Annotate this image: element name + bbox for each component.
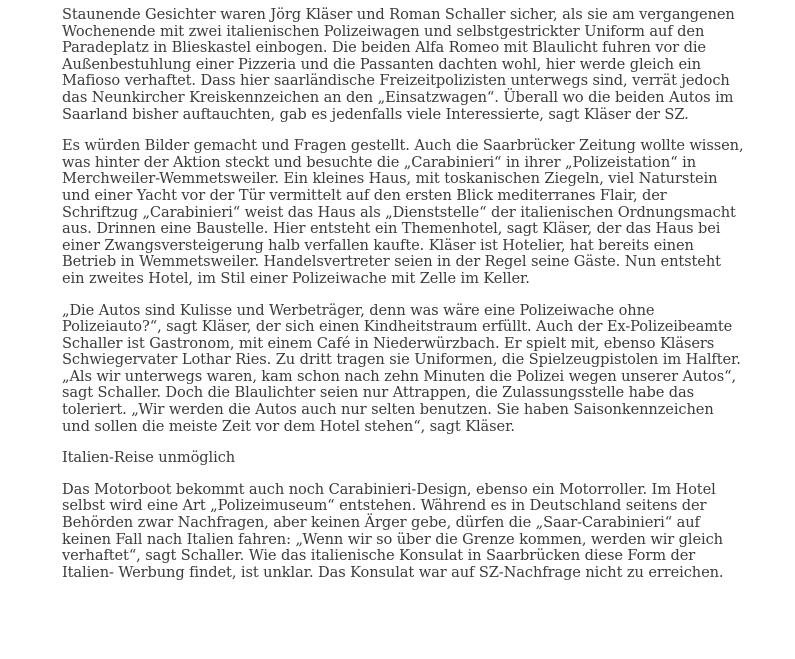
news-article xyxy=(62,7,744,596)
article-paragraph-3: „Die Autos sind Kulisse und Werbeträger, denn was wäre eine Polizeiwache ohne Polizeiauto?“, sagt Kläser, der sich einen Kindheitstraum erfüllt. Auch der Ex-Polizeibeamte Schaller ist Gastronom, mit einem Café in Niederwürzbach. Er spielt mit, ebenso Kläsers Schwiegervater Lothar Ries. Zu dritt tragen sie Uniformen, die Spielzeugpistolen im Halfter. „Als wir unterwegs waren, kam schon nach zehn Minuten die Polizei wegen unserer Autos“, sagt Schaller. Doch die Blaulichter seien nur Attrappen, die Zulassungsstelle habe das toleriert. „Wir werden die Autos auch nur selten benutzen. Sie haben Saisonkennzeichen und sollen die meiste Zeit vor dem Hotel stehen“, sagt Kläser. xyxy=(62,301,741,435)
article-paragraph-4: Das Motorboot bekommt auch noch Carabinieri-Design, ebenso ein Motorroller. Im Hotel selbst wird eine Art „Polizeimuseum“ entstehen. Während es in Deutschland seitens der Behörden zwar Nachfragen, aber keinen Ärger gebe, dürfen die „Saar-Carabinieri“ auf keinen Fall nach Italien fahren: „Wenn wir so über die Grenze kommen, werden wir gleich verhaftet“, sagt Schaller. Wie das italienische Konsulat in Saarbrücken diese Form der Italien- Werbung findet, ist unklar. Das Konsulat war auf SZ-Nachfrage nicht zu erreichen. xyxy=(62,480,724,581)
section-heading: Italien-Reise unmöglich xyxy=(62,449,236,467)
article-paragraph-2: Es würden Bilder gemacht und Fragen gestellt. Auch die Saarbrücker Zeitung wollte wissen, was hinter der Aktion steckt und besuchte die „Carabinieri“ in ihrer „Polizeistation“ in Merchweiler-Wemmetsweiler. Ein kleines Haus, mit toskanischen Ziegeln, viel Naturstein und einer Yacht vor der Tür vermittelt auf den ersten Blick mediterranes Flair, der Schriftzug „Carabinieri“ weist das Haus als „Dienststelle“ der italienischen Ordnungsmacht aus. Drinnen eine Baustelle. Hier entsteht ein Themenhotel, sagt Kläser, der das Haus bei einer Zwangsversteigerung halb verfallen kaufte. Kläser ist Hotelier, hat bereits einen Betrieb in Wemmetsweiler. Handelsvertreter seien in der Regel seine Gäste. Nun entsteht ein zweites Hotel, im Stil einer Polizeiwache mit Zelle im Keller. xyxy=(62,137,744,287)
article-paragraph-1: Staunende Gesichter waren Jörg Kläser und Roman Schaller sicher, als sie am vergangenen Wochenende mit zwei italienischen Polizeiwagen und selbstgestrickter Uniform auf den Paradeplatz in Blieskastel einbogen. Die beiden Alfa Romeo mit Blaulicht fuhren vor die Außenbestuhlung einer Pizzeria und die Passanten dachten wohl, hier werde gleich ein Mafioso verhaftet. Dass hier saarländische Freizeitpolizisten unterwegs sind, verrät jedoch das Neunkircher Kreiskennzeichen an den „Einsatzwagen“. Überall wo die beiden Autos im Saarland bisher auftauchten, gab es jedenfalls viele Interessierte, sagt Kläser der SZ. xyxy=(62,6,735,123)
